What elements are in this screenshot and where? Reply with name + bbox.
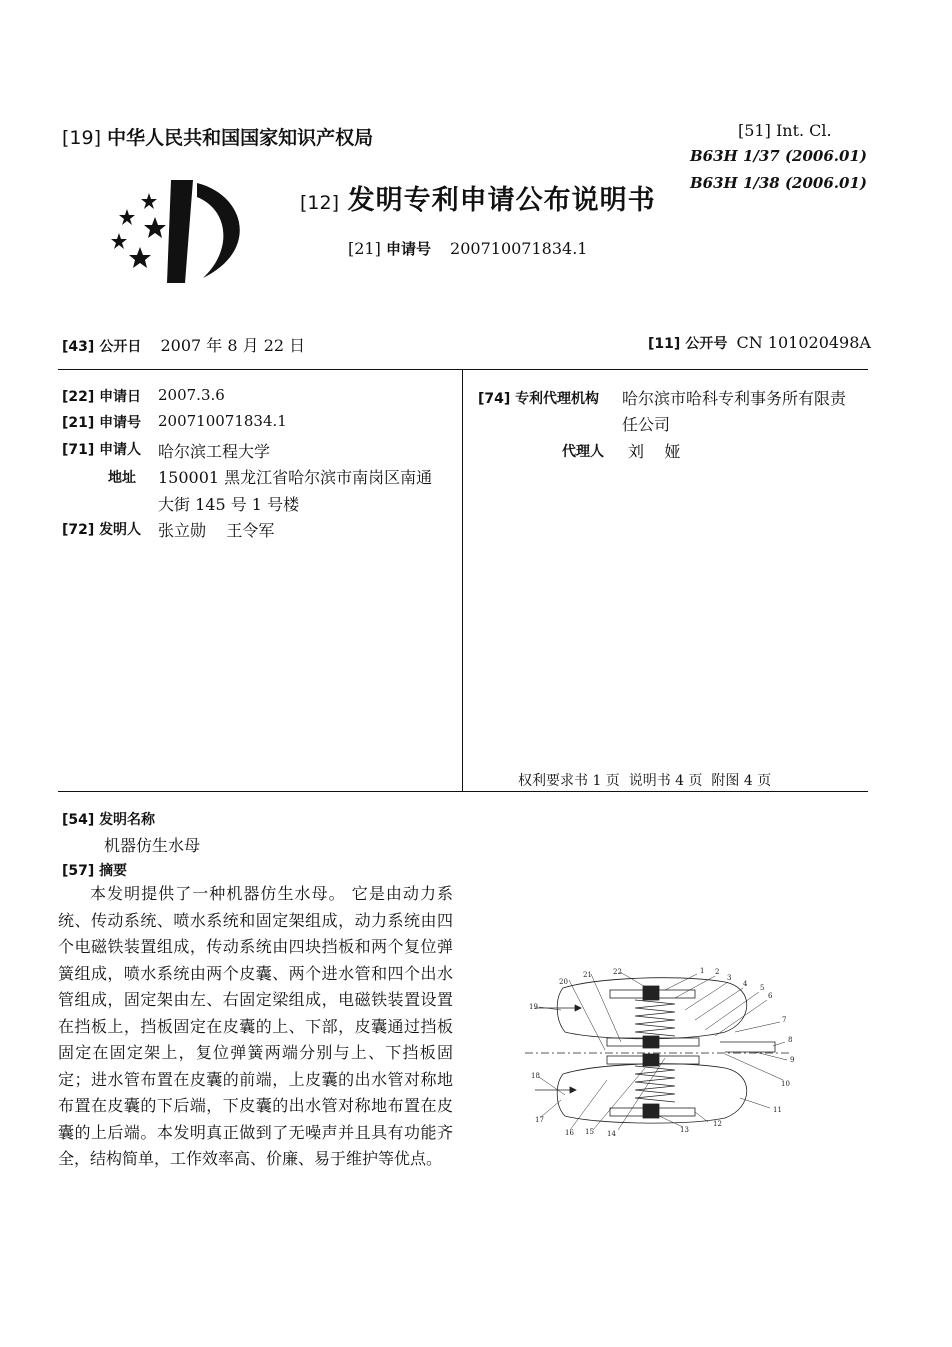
agency-row bbox=[478, 388, 599, 408]
fig-label-6: 6 bbox=[768, 992, 773, 1000]
abstract-head bbox=[62, 860, 127, 880]
ipc-code: [51] bbox=[738, 121, 771, 140]
appno-row bbox=[62, 412, 141, 432]
address-line-2: 大街 145 号 1 号楼 bbox=[158, 495, 300, 514]
filing-value: 2007.3.6 bbox=[158, 386, 225, 404]
appno-code: [21] bbox=[62, 415, 95, 431]
fig-label-5: 5 bbox=[760, 984, 765, 992]
applicant-label: 申请人 bbox=[99, 442, 142, 458]
fig-number-labels bbox=[529, 967, 794, 1138]
sipo-logo bbox=[105, 175, 255, 290]
abstract-label: 摘要 bbox=[99, 863, 128, 879]
pub-date-line bbox=[62, 333, 305, 356]
fig-label-12: 12 bbox=[713, 1120, 722, 1128]
fig-label-22: 22 bbox=[613, 968, 622, 976]
office-name: 中华人民共和国国家知识产权局 bbox=[107, 127, 374, 149]
appno-label: 申请号 bbox=[99, 415, 142, 431]
filing-code: [22] bbox=[62, 389, 95, 405]
pub-num-code: [11] bbox=[648, 336, 681, 352]
doc-title: 发明专利申请公布说明书 bbox=[347, 185, 656, 216]
ipc-class-2: B63H 1/38 (2006.01) bbox=[690, 174, 867, 192]
pub-date-value: 2007 年 8 月 22 日 bbox=[160, 336, 306, 355]
pub-date-label: 公开日 bbox=[99, 339, 142, 355]
ipc-label: Int. Cl. bbox=[775, 121, 832, 140]
doc-code: [12] bbox=[300, 192, 340, 214]
fig-label-21: 21 bbox=[583, 971, 592, 979]
application-line bbox=[348, 238, 587, 259]
abstract-text-block bbox=[58, 881, 453, 1173]
filing-date-row bbox=[62, 386, 141, 406]
pages-note: 权利要求书 1 页 说明书 4 页 附图 4 页 bbox=[518, 773, 772, 789]
jellyfish-figure bbox=[525, 960, 805, 1150]
fig-label-3: 3 bbox=[727, 974, 732, 982]
title-label: 发明名称 bbox=[99, 812, 156, 828]
fig-label-16: 16 bbox=[565, 1129, 574, 1137]
app-label: 申请号 bbox=[385, 240, 431, 258]
invention-title: 机器仿生水母 bbox=[104, 836, 201, 855]
fig-label-4: 4 bbox=[743, 980, 748, 988]
pub-number-line bbox=[648, 333, 871, 353]
fig-label-1: 1 bbox=[700, 967, 705, 975]
applicant-value: 哈尔滨工程大学 bbox=[158, 442, 271, 461]
app-number: 200710071834.1 bbox=[450, 239, 588, 258]
pub-date-code: [43] bbox=[62, 339, 95, 355]
filing-label: 申请日 bbox=[99, 389, 142, 405]
fig-label-14: 14 bbox=[607, 1130, 616, 1138]
agency-label: 专利代理机构 bbox=[515, 391, 600, 407]
rule-bottom bbox=[58, 791, 868, 792]
address-label: 地址 bbox=[108, 470, 136, 486]
fig-label-7: 7 bbox=[782, 1016, 787, 1024]
agent-label: 代理人 bbox=[562, 444, 604, 460]
rule-top bbox=[58, 369, 868, 370]
fig-label-8: 8 bbox=[788, 1036, 793, 1044]
fig-label-9: 9 bbox=[790, 1056, 795, 1064]
doc-title-line bbox=[300, 178, 656, 217]
fig-spring-upper bbox=[635, 1000, 675, 1036]
ipc-class-1: B63H 1/37 (2006.01) bbox=[690, 147, 867, 165]
fig-label-20: 20 bbox=[559, 978, 568, 986]
inventor-value: 张立勋 王令军 bbox=[158, 521, 275, 540]
fig-magnet-4 bbox=[643, 1104, 659, 1118]
address-line-1: 150001 黑龙江省哈尔滨市南岗区南通 bbox=[158, 468, 433, 487]
fig-label-15: 15 bbox=[585, 1128, 594, 1136]
fig-label-17: 17 bbox=[535, 1116, 544, 1124]
fig-label-11: 11 bbox=[773, 1106, 782, 1114]
fig-outlet-pipe bbox=[720, 1042, 775, 1052]
fig-label-13: 13 bbox=[680, 1126, 689, 1134]
fig-arrowhead-upper bbox=[575, 1005, 581, 1011]
invention-title-head bbox=[62, 809, 155, 829]
fig-magnet-1 bbox=[643, 986, 659, 1000]
fig-leader-lines bbox=[539, 972, 787, 1130]
inventor-label: 发明人 bbox=[99, 522, 142, 538]
fig-magnet-3 bbox=[643, 1054, 659, 1066]
agency-line-1: 哈尔滨市哈科专利事务所有限责 bbox=[622, 389, 847, 408]
abstract-text: 本发明提供了一种机器仿生水母。 它是由动力系统、传动系统、喷水系统和固定架组成，动力系统由四个电磁铁装置组成，传动系统由四块挡板和两个复位弹簧组成，喷水系统由两个皮囊、两个进水管和四个出水管组成，固定架由左、右固定梁组成，电磁铁装置设置在挡板上，挡板固定在皮囊的上、下部，皮囊通过挡板固定在固定架上，复位弹簧两端分别与上、下挡板固定；进水管布置在皮囊的前端，上皮囊的出水管对称地布置在皮囊的下后端，下皮囊的出水管对称地布置在皮囊的上后端。本发明真正做到了无噪声并且具有功能齐全，结构简单，工作效率高、价廉、易于维护等优点。 bbox=[58, 884, 453, 1168]
inventor-code: [72] bbox=[62, 522, 95, 538]
applicant-row bbox=[62, 439, 141, 459]
fig-label-2: 2 bbox=[715, 968, 720, 976]
abstract-code: [57] bbox=[62, 863, 95, 879]
pub-num-label: 公开号 bbox=[685, 336, 728, 352]
app-code: [21] bbox=[348, 239, 381, 258]
fig-spring-lower bbox=[635, 1066, 675, 1102]
agency-code: [74] bbox=[478, 391, 511, 407]
title-code: [54] bbox=[62, 812, 95, 828]
office-line bbox=[62, 123, 373, 150]
ipc-header bbox=[738, 121, 832, 140]
fig-magnet-2 bbox=[643, 1036, 659, 1048]
appno-value: 200710071834.1 bbox=[158, 412, 287, 430]
office-code: [19] bbox=[62, 127, 102, 149]
agent-value: 刘 娅 bbox=[628, 442, 681, 461]
inventor-row bbox=[62, 519, 141, 539]
pub-num-value: CN 101020498A bbox=[736, 333, 871, 352]
agency-line-2: 任公司 bbox=[622, 415, 671, 434]
fig-label-19: 19 bbox=[529, 1003, 538, 1011]
fig-arrowhead-lower bbox=[570, 1087, 576, 1093]
column-divider bbox=[462, 370, 463, 792]
fig-label-18: 18 bbox=[531, 1072, 540, 1080]
fig-label-10: 10 bbox=[781, 1080, 790, 1088]
applicant-code: [71] bbox=[62, 442, 95, 458]
